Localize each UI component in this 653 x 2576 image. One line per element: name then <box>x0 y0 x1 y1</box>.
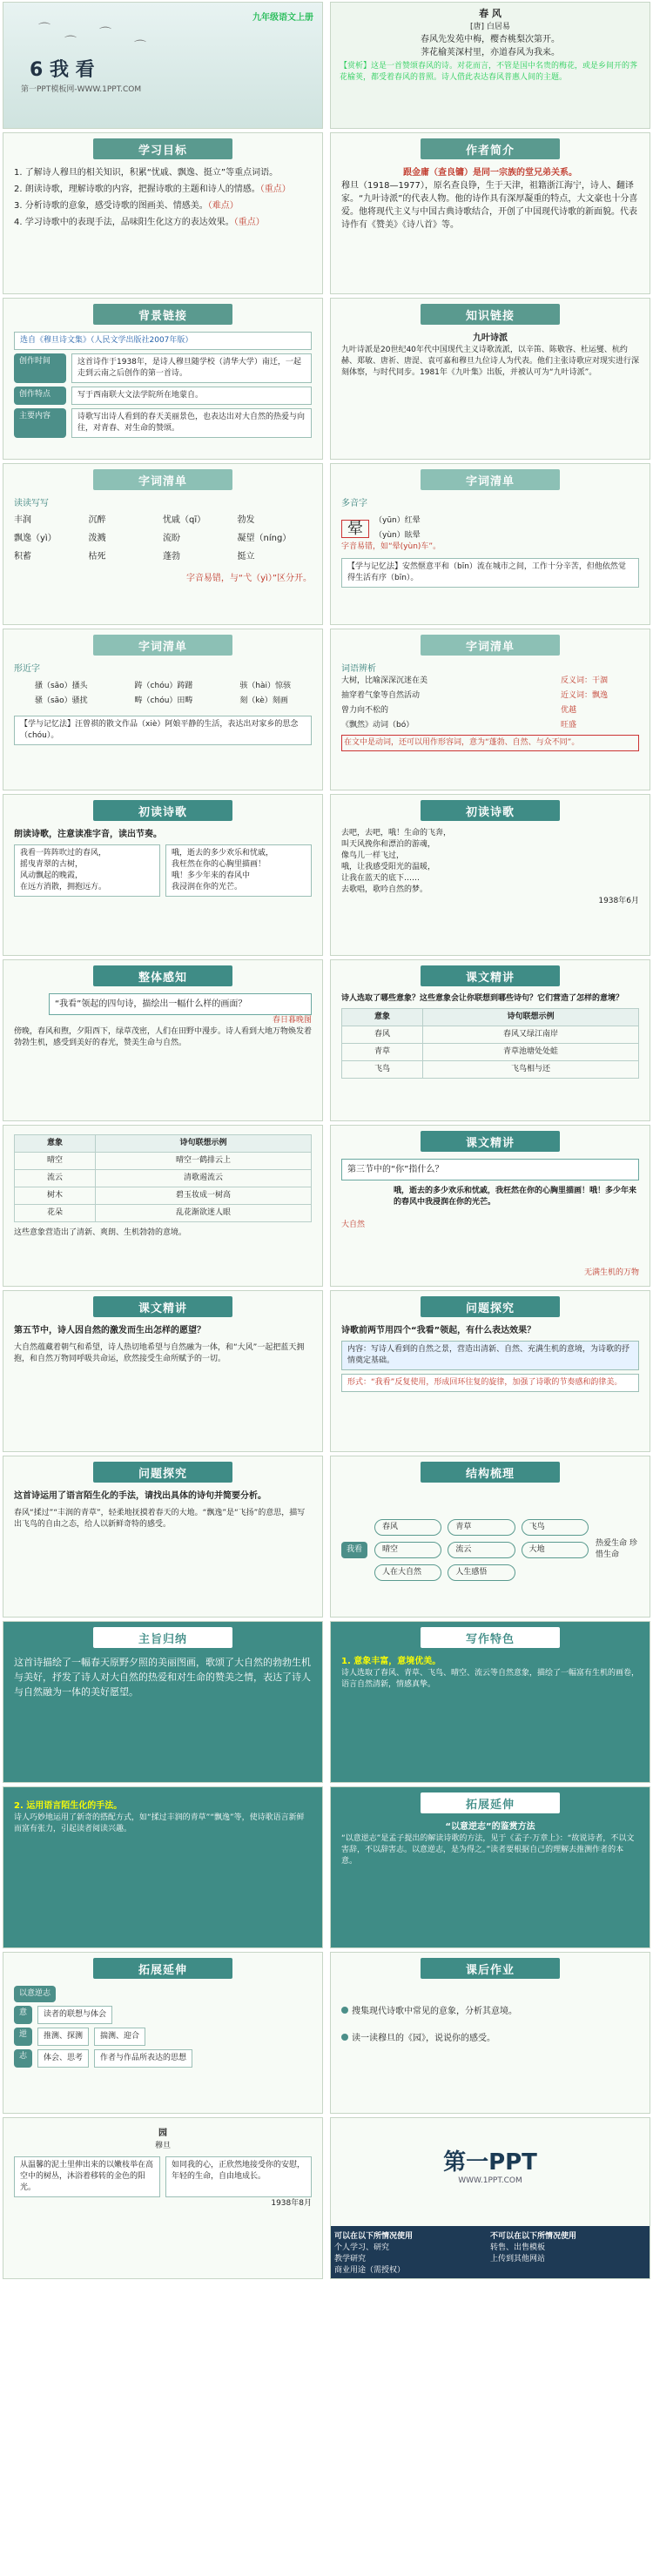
fifth-question: 第五节中，诗人因自然的激发而生出怎样的愿望？ <box>14 1326 205 1335</box>
form-sub: 形近字 <box>14 664 40 674</box>
extend-item: 作者与作品所表达的思想 <box>94 2049 192 2068</box>
structure-item: 人生感悟 <box>448 1564 515 1581</box>
overall1-answer: 傍晚，春风和煦，夕阳西下，绿草茂密，人们在田野中漫步。诗人看到大地万物焕发着勃勃生机，感受到美好的春光，赞美生命与自然。 <box>14 1027 313 1047</box>
goal-item: 2. 朗读诗歌，理解诗歌的内容，把握诗歌的主题和诗人的情感。 <box>14 185 260 194</box>
vocab-word: 勃发 <box>237 515 255 525</box>
slide-knowledge[interactable] <box>330 298 650 460</box>
slide-synonyms[interactable] <box>330 629 650 790</box>
table-cell: 飞鸟 <box>342 1061 423 1079</box>
vocab-word: 枯死 <box>88 552 106 562</box>
section-header: 初读诗歌 <box>421 800 560 821</box>
vocab-word: 丰润 <box>14 515 31 525</box>
recite2-text: 去吧，去吧，哦！生命的飞奔， 叫天风挽你和漂泊的游魂， 像鸟儿一样飞过， 哦，让我感受阳光的温暖， 让我在蓝天的底下…… 去歌唱，歌吟自然的梦。 <box>341 829 452 894</box>
author-subtitle: 跟金庸（查良镛）是同一宗族的堂兄弟关系。 <box>403 168 577 178</box>
footer-item: 商业用途（需授权） <box>334 2266 406 2275</box>
poem-title: 春 风 <box>479 8 502 19</box>
form-word: 骇（hài）惊骇 <box>239 682 292 690</box>
slide-polyphone[interactable] <box>330 463 650 625</box>
table-header: 意象 <box>342 1009 423 1026</box>
poem-note: 【赏析】这是一首赞颂春风的诗。对花而言，不管是国中名贵的梅花，或是乡间开的荠花榆荚，都受着春风的普照。诗人借此表达春风普惠人间的主题。 <box>340 62 638 82</box>
extend-title: “以意逆志”的鉴赏方法 <box>445 1822 535 1832</box>
table-cell: 清歌遏流云 <box>96 1170 312 1187</box>
table-cell: 青草池塘处处蛙 <box>423 1044 639 1061</box>
imagery-table <box>14 1134 312 1222</box>
table-header: 诗句联想示例 <box>96 1135 312 1153</box>
form-word: 刻（kè）刻画 <box>239 696 288 705</box>
table-header: 意象 <box>15 1135 96 1153</box>
fifth-answer: 大自然蕴藏着朝气和希望，诗人热切地希望与自然融为一体，和“大风”一起把蓝天拥抱，和自然万物同呼吸共命运，欣然接受生命所赋予的一切。 <box>14 1343 305 1363</box>
recite-right: 哦，逝去的多少欢乐和忧戚， 我枉然在你的心胸里描画！ 哦！多少年来的春风中 我浸润在你的光芒。 <box>165 844 312 897</box>
structure-item: 春风 <box>374 1519 441 1536</box>
section-header: 字词清单 <box>93 635 232 656</box>
slide-overall2[interactable] <box>330 959 650 1121</box>
recite2-date: 1938年6月 <box>598 897 639 905</box>
vocab-note: 字音易错，与“弋（yì）”区分开。 <box>185 574 312 583</box>
slide-features[interactable] <box>330 1621 650 1783</box>
table-cell: 碧玉妆成一树高 <box>96 1187 312 1205</box>
structure-item: 流云 <box>448 1542 515 1558</box>
slide-background[interactable] <box>3 298 323 460</box>
explore-question: 诗歌前两节用四个“我看”领起，有什么表达效果？ <box>341 1326 536 1335</box>
feature-text: 诗人选取了春风、青草、飞鸟、晴空、流云等自然意象，描绘了一幅富有生机的画卷，语言自然清新，情感真挚。 <box>341 1669 640 1689</box>
goal-mark: （重点） <box>233 218 265 227</box>
theme-text: 这首诗描绘了一幅春天原野夕照的美丽图画，歌颂了大自然的勃勃生机与美好，抒发了诗人对大自然的热爱和对生命的赞美之情，表达了诗人与自然融为一体的美好愿望。 <box>14 1657 311 1698</box>
author-body: 穆旦（1918—1977），原名查良铮，生于天津，祖籍浙江海宁，诗人、翻译家。“九叶诗派”的代表人物。他的诗作具有深厚凝重的特点，大文豪也十分喜爱。他将现代主义与中国古典诗歌结合，开创了中国现代诗歌的新面貌。代表诗作有《赞美》《诗八首》等。 <box>341 181 638 230</box>
final-date: 1938年8月 <box>271 2199 312 2208</box>
section-header: 写作特色 <box>421 1627 560 1648</box>
background-text: 这首诗作于1938年，是诗人穆旦随学校（清华大学）南迁，一起走到云南之后创作的第一首诗。 <box>71 353 312 383</box>
imagery-table <box>341 1008 639 1079</box>
slide-theme[interactable] <box>3 1621 323 1783</box>
recite-left: 我看一阵阵吹过的春风， 摇曳青翠的古树， 风动飘起的晚霞， 在远方消散，拥抱远方。 <box>14 844 160 897</box>
extend-label: 逆 <box>14 2028 32 2046</box>
lesson-title: 6 我 看 <box>30 59 95 81</box>
table-cell: 飞鸟相与还 <box>423 1061 639 1079</box>
slide-extend2[interactable] <box>3 1952 323 2114</box>
vocab-word: 沉醉 <box>88 515 106 525</box>
slide-explore[interactable] <box>330 1290 650 1452</box>
polyphone-reading: （yūn）红晕 <box>374 516 421 525</box>
usage-footer <box>331 2226 650 2278</box>
section-header: 课文精讲 <box>421 965 560 986</box>
slide-poem-intro[interactable] <box>330 2 650 129</box>
slide-recite2[interactable] <box>330 794 650 956</box>
footer-title: 可以在以下所情况使用 <box>334 2232 414 2241</box>
section-header: 字词清单 <box>421 635 560 656</box>
extend-item: 读者的联想与体会 <box>37 2006 112 2024</box>
form-memo: 【学与记忆法】汪曾祺的散文作品（xiè）阿娘平静的生活，表达出对家乡的思念（chóu）。 <box>14 716 312 745</box>
table-cell: 晴空 <box>15 1153 96 1170</box>
slide-homework[interactable] <box>330 1952 650 2114</box>
slide-structure[interactable] <box>330 1456 650 1618</box>
synonym-tag: 反义词：干涸 <box>561 676 609 685</box>
slide-author[interactable] <box>330 132 650 294</box>
extend-item: 揣测、迎合 <box>94 2028 145 2046</box>
section-header: 课文精讲 <box>93 1296 232 1317</box>
final-author: 穆旦 <box>154 2142 171 2150</box>
synonym-tag: 近义词：飘逸 <box>561 691 609 700</box>
synonym-sub: 词语辨析 <box>341 664 376 674</box>
table-cell: 树木 <box>15 1187 96 1205</box>
final-title: 园 <box>158 2129 167 2138</box>
slide-logo[interactable] <box>330 2117 650 2279</box>
section-header: 结构梳理 <box>421 1462 560 1483</box>
section-header: 课后作业 <box>421 1958 560 1979</box>
section-header: 初读诗歌 <box>93 800 232 821</box>
background-text: 诗歌写出诗人看到的春天美丽景色，也表达出对大自然的热爱与向往，对青春、对生命的赞颂。 <box>71 408 312 438</box>
slide-poem-final[interactable] <box>3 2117 323 2279</box>
homework-item: 搜集现代诗歌中常见的意象，分析其意境。 <box>352 2007 517 2016</box>
section-header: 问题探究 <box>421 1296 560 1317</box>
extend-text: “以意逆志”是孟子提出的解读诗歌的方法，见于《孟子·万章上》：“故说诗者，不以文害辞，不以辞害志。以意逆志，是为得之。”读者要根据自己的理解去推测作者的本意。 <box>341 1834 635 1866</box>
extend-item: 体会、思考 <box>37 2049 89 2068</box>
vocab-word: 积蓄 <box>14 552 31 562</box>
table-header: 诗句联想示例 <box>423 1009 639 1026</box>
section-header: 知识链接 <box>421 304 560 325</box>
footer-title: 不可以在以下所情况使用 <box>490 2232 577 2241</box>
synonym-note: 在文中是动词，还可以用作形容词，意为“蓬勃、自然、与众不同”。 <box>341 735 639 751</box>
vocab-word: 泼溅 <box>88 534 106 543</box>
synonym-item: 曾力向不松的 <box>341 706 389 715</box>
label-tag: 创作时间 <box>14 353 66 383</box>
table-cell: 晴空一鹤排云上 <box>96 1153 312 1170</box>
slide-extend1[interactable] <box>330 1786 650 1948</box>
table-cell: 春风 <box>342 1026 423 1044</box>
table-cell: 青草 <box>342 1044 423 1061</box>
vocab-word: 飘逸（yì） <box>14 534 57 543</box>
goal-item: 4. 学习诗歌中的表现手法，品味阳生化这方的表达效果。 <box>14 218 234 227</box>
bird-icon: ⌒ <box>64 36 77 50</box>
third-tag: 大自然 <box>341 1221 366 1229</box>
slide-imagery[interactable] <box>3 1125 323 1287</box>
slide-third[interactable] <box>330 1125 650 1287</box>
goal-item: 1. 了解诗人穆旦的相关知识，积累“忧戚、飘逸、挺立”等重点词语。 <box>14 168 279 178</box>
section-header: 背景链接 <box>93 304 232 325</box>
cover-site: 第一PPT模板网-WWW.1PPT.COM <box>21 85 142 94</box>
bullet-icon <box>341 2007 348 2014</box>
structure-item: 大地 <box>522 1542 589 1558</box>
slide-cover[interactable] <box>3 2 323 129</box>
feature-text: 诗人巧妙地运用了新奇的搭配方式，如“揉过丰润的青草”“飘逸”等，使诗歌语言新鲜而富有张力，引起读者阅读兴趣。 <box>14 1813 305 1833</box>
structure-item: 人在大自然 <box>374 1564 441 1581</box>
footer-item: 上传到其他网站 <box>490 2255 546 2263</box>
goal-mark: （难点） <box>207 201 239 211</box>
explore-a: 内容：写诗人看到的自然之景，营造出清新、自然、充满生机的意境，为诗歌的抒情奠定基础。 <box>341 1341 639 1370</box>
footer-item: 教学研究 <box>334 2255 367 2263</box>
slide-form-words[interactable] <box>3 629 323 790</box>
vocab-word: 挺立 <box>237 552 255 562</box>
label-tag: 主要内容 <box>14 408 66 438</box>
bullet-icon <box>341 2034 348 2041</box>
section-header: 拓展延伸 <box>93 1958 232 1979</box>
third-tag: 无满生机的万物 <box>583 1268 639 1277</box>
extend-item: 推测、探测 <box>37 2028 89 2046</box>
vocab-list <box>14 514 312 563</box>
section-header: 主旨归纳 <box>93 1627 232 1648</box>
explore-b: 形式：“我看”反复使用，形成回环往复的旋律，加强了诗歌的节奏感和韵律美。 <box>341 1374 639 1392</box>
brand-name: 第一PPT <box>443 2149 537 2176</box>
slide-overall1[interactable] <box>3 959 323 1121</box>
slide-feature2[interactable] <box>3 1786 323 1948</box>
structure-item: 青草 <box>448 1519 515 1536</box>
slide-recite[interactable] <box>3 794 323 956</box>
knowledge-title: 九叶诗派 <box>473 333 508 343</box>
section-header: 拓展延伸 <box>421 1792 560 1813</box>
recite-question: 朗读诗歌，注意读准字音，读出节奏。 <box>14 830 162 839</box>
form-word: 骚（sāo）骚扰 <box>34 696 88 705</box>
overall2-question: 诗人选取了哪些意象？这些意象会让你联想到哪些诗句？它们营造了怎样的意境？ <box>341 994 624 1003</box>
structure-item: 飞鸟 <box>522 1519 589 1536</box>
synonym-item: 《飘然》动词（bó） <box>341 721 414 730</box>
homework-item: 读一读穆旦的《园》，说说你的感受。 <box>352 2034 495 2043</box>
section-header: 整体感知 <box>93 965 232 986</box>
form-word: 搔（sāo）搔头 <box>34 682 88 690</box>
third-question: 第三节中的“你”指什么？ <box>341 1159 639 1180</box>
form-word: 踌（chóu）踌躇 <box>134 682 193 690</box>
knowledge-body: 九叶诗派是20世纪40年代中国现代主义诗歌流派，以辛笛、陈敬容、杜运燮、杭约赫、郑敏、唐祈、唐湜、袁可嘉和穆旦九位诗人为代表。他们主张诗歌应对现实进行深刻体察，与时代同步。1981年《九叶集》出版，并被认可为“九叶诗派”。 <box>341 346 640 377</box>
structure-center: 我看 <box>341 1542 367 1558</box>
overall1-mark: 春日暮晚图 <box>272 1016 312 1025</box>
section-header: 问题探究 <box>93 1462 232 1483</box>
section-header: 作者简介 <box>421 138 560 159</box>
final-left: 从温馨的泥土里伸出来的以嫩枝举在高空中的树丛，沐浴着移转的金色的阳光。 <box>14 2156 160 2197</box>
bird-icon: ⌒ <box>99 27 111 41</box>
polyphone-reading: （yùn）眩晕 <box>374 531 421 540</box>
table-cell: 花朵 <box>15 1205 96 1222</box>
vocab-word: 凝望（níng） <box>237 534 292 543</box>
section-header: 字词清单 <box>93 469 232 490</box>
third-poem: 哦，逝去的多少欢乐和忧戚，我枉然在你的心胸里描画！哦！多少年来的春风中我浸润在你的光芒。 <box>394 1187 637 1207</box>
vocab-word: 蓬勃 <box>163 552 180 562</box>
goal-item: 3. 分析诗歌的意象，感受诗歌的图画美、情感美。 <box>14 201 208 211</box>
bird-icon: ⌒ <box>38 23 50 37</box>
structure-item: 晴空 <box>374 1542 441 1558</box>
cover-banner: 九年级语文上册 <box>252 13 313 23</box>
section-header: 课文精讲 <box>421 1131 560 1152</box>
table-cell: 春风又绿江南岸 <box>423 1026 639 1044</box>
extend-label: 意 <box>14 2006 32 2024</box>
footer-item: 个人学习、研究 <box>334 2243 390 2252</box>
slide-goals[interactable] <box>3 132 323 294</box>
poem-line: 春风先发苑中梅，樱杏桃梨次第开。 <box>421 35 560 44</box>
footer-item: 转售、出售模板 <box>490 2243 546 2252</box>
vocab-word: 流盼 <box>163 534 180 543</box>
slide-explore2[interactable] <box>3 1456 323 1618</box>
feature-title: 1. 意象丰富，意境优美。 <box>341 1657 441 1666</box>
brand-logo <box>331 2144 650 2185</box>
polyphone-note: 字音易错，如“晕(yùn)车”。 <box>341 542 441 551</box>
final-right: 如同我的心，正欣然地接受你的安慰，年轻的生命，自由地成长。 <box>165 2156 312 2197</box>
explore2-question: 这首诗运用了语言陌生化的手法，请找出具体的诗句并简要分析。 <box>14 1491 266 1501</box>
synonym-tag: 旺盛 <box>561 721 577 730</box>
goal-mark: （重点） <box>259 185 291 194</box>
table-cell: 流云 <box>15 1170 96 1187</box>
table-cell: 乱花渐欲迷人眼 <box>96 1205 312 1222</box>
bird-icon: ⌒ <box>134 40 146 54</box>
form-word: 畴（chóu）田畴 <box>134 696 193 705</box>
synonym-tag: 优越 <box>561 706 577 715</box>
vocab-sub: 读读写写 <box>14 499 49 508</box>
feature-title: 2. 运用语言陌生化的手法。 <box>14 1801 123 1811</box>
section-header: 学习目标 <box>93 138 232 159</box>
extend-label: 以意逆志 <box>14 1986 56 2002</box>
section-header: 字词清单 <box>421 469 560 490</box>
structure-right: 热爱生命 珍惜生命 <box>596 1539 637 1559</box>
overall1-question: “我看”领起的四句诗，描绘出一幅什么样的画面？ <box>49 993 312 1015</box>
source-box: 选自《穆旦诗文集》（人民文学出版社2007年版） <box>14 332 312 350</box>
synonym-item: 大树，比喻深深沉迷在美 <box>341 676 428 685</box>
extend-label: 志 <box>14 2049 32 2068</box>
slide-vocab[interactable] <box>3 463 323 625</box>
poem-line: 荠花榆荚深村里，亦道春风为我来。 <box>421 48 560 57</box>
vocab-word: 忧戚（qī） <box>163 515 206 525</box>
polyphone-sub: 多音字 <box>341 499 367 508</box>
explore2-answer: 春风“揉过”“丰润的青草”，轻柔地抚摸着春天的大地。“飘逸”是“飞扬”的意思，描写出飞鸟的自由之态，给人以新鲜奇特的感受。 <box>14 1509 306 1529</box>
label-tag: 创作特点 <box>14 387 66 405</box>
poem-author: [唐] 白居易 <box>470 23 510 31</box>
polyphone-char: 晕 <box>341 520 369 538</box>
polyphone-memo: 【学与记忆法】安然惬意平和（bīn）流在城市之间，工作十分辛苦，但他依然觉得生活有序（bīn）。 <box>341 558 639 588</box>
background-text: 写于西南联大文法学院所在地蒙自。 <box>71 387 312 405</box>
synonym-item: 抽穿着气象等自然活动 <box>341 691 421 700</box>
slide-fifth[interactable] <box>3 1290 323 1452</box>
imagery-note: 这些意象营造出了清新、爽朗、生机勃勃的意境。 <box>14 1228 187 1237</box>
brand-url: WWW.1PPT.COM <box>458 2176 522 2185</box>
